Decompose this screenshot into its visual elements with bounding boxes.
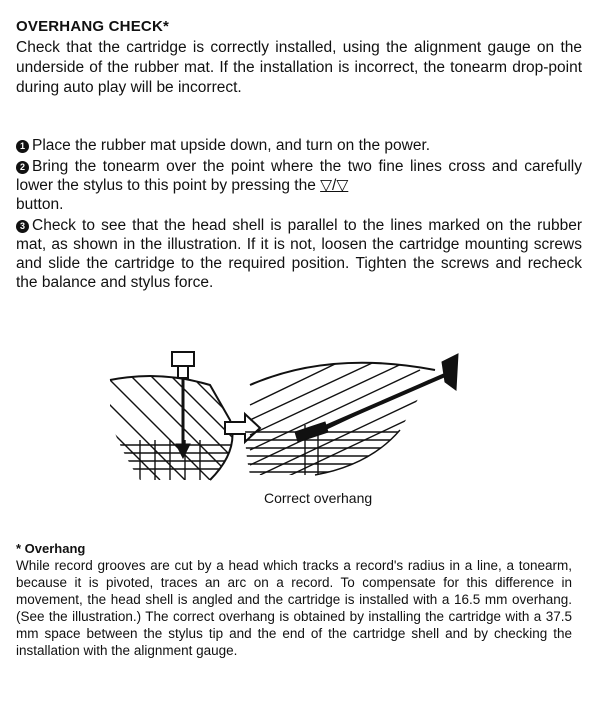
intro-paragraph: Check that the cartridge is correctly installed, using the alignment gauge on the underside of the rubber mat. If the installation is incorrect, the tonearm drop-point during auto play will be incorrect. xyxy=(16,39,582,96)
step-2-text: Bring the tonearm over the point where the two fine lines cross and carefully lower the stylus to this point by pressing the xyxy=(16,158,582,194)
cue-button-symbol: ▽/▽ xyxy=(320,177,349,194)
step-1-text: Place the rubber mat upside down, and turn on the power. xyxy=(32,137,431,154)
misaligned-gauge-figure xyxy=(100,352,295,480)
note-title: * Overhang xyxy=(16,541,86,556)
steps-list xyxy=(16,136,582,294)
illustration-caption: Correct overhang xyxy=(264,490,373,506)
step-1 xyxy=(16,136,582,155)
overhang-illustration xyxy=(100,340,480,490)
step-2-text-after: button. xyxy=(16,196,64,213)
section-heading: OVERHANG CHECK* xyxy=(16,18,170,35)
step-3 xyxy=(16,216,582,292)
step-number-3: 3 xyxy=(16,220,29,233)
step-2 xyxy=(16,157,582,214)
note-body: While record grooves are cut by a head which tracks a record's radius in a line, a tonearm, because it is pivoted, traces an arc on a record. To compensate for this difference in movement, the head shell is angled and the cartridge is installed with a 16.5 mm overhang. (See the illustration.) The correct overhang is obtained by installing the cartridge with a 37.5 mm space between the stylus tip and the end of the cartridge shell and by checking the installation with the alignment gauge. xyxy=(16,558,572,658)
step-number-2: 2 xyxy=(16,161,29,174)
correct-gauge-figure xyxy=(240,350,458,480)
step-3-text: Check to see that the head shell is parallel to the lines marked on the rubber mat, as shown in the illustration. If it is not, loosen the cartridge mounting screws and slide the cartridge to the required position. Tighten the screws and recheck the balance and stylus force. xyxy=(16,217,582,291)
step-number-1: 1 xyxy=(16,140,29,153)
